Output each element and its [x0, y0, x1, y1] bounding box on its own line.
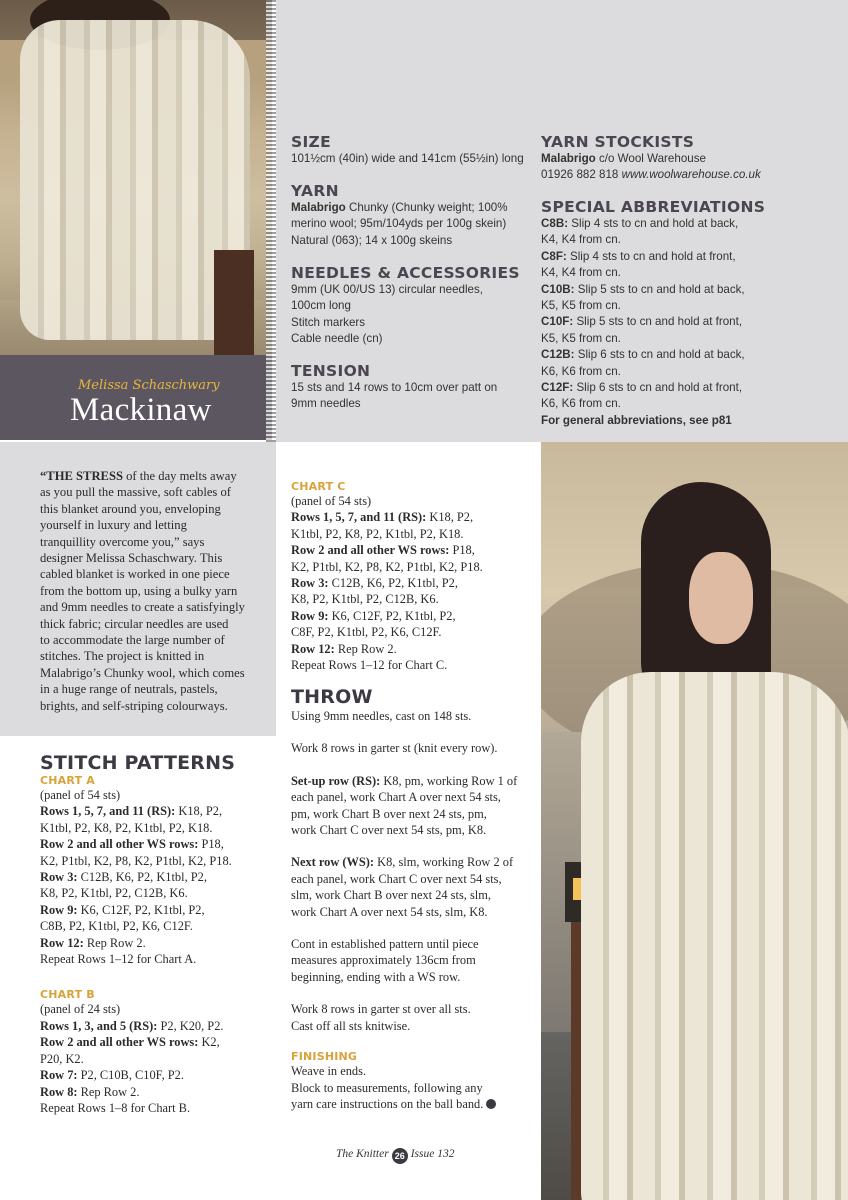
throw-heading: THROW — [291, 686, 373, 708]
stockists-heading: YARN STOCKISTS — [541, 133, 695, 151]
general-abbreviations-note: For general abbreviations, see p81 — [541, 413, 732, 427]
yarn-heading: YARN — [291, 182, 339, 200]
abbrev-c8b: C8B: Slip 4 sts to cn and hold at back, — [541, 217, 739, 230]
model-photo — [541, 442, 848, 1200]
abbreviations-heading: SPECIAL ABBREVIATIONS — [541, 198, 766, 216]
abbrev-c12f: C12F: Slip 6 sts to cn and hold at front, — [541, 381, 743, 395]
size-section — [291, 133, 536, 167]
intro-text: “THE STRESS of the day melts away as you pull the massive, soft cables of this blanket around you, enveloping yourself in luxury and letting tranquillity overcome you,” says designer Melissa Schaschwary. This cabled blanket is worked in one piece from the bottom up, using a bulky yarn and 9mm needles to create a satisfyingly thick fabric; circular needles are used to accommodate the large number of stitches. The project is knitted in Malabrigo’s Chunky wool, which comes in a huge range of neutrals, pastels, brights, and self-striping colourways. — [40, 469, 245, 713]
binding-decoration — [266, 0, 276, 460]
cast-on-text: Using 9mm needles, cast on 148 sts. — [291, 709, 472, 723]
chart-b-text: (panel of 24 sts) Rows 1, 3, and 5 (RS): P2, K20, P2. Row 2 and all other WS rows: K2, P20, K2. Row 7: P2, C10B, C10F, P2. Row 8: Rep Row 2. Repeat Rows 1–8 for Chart B. — [40, 1002, 224, 1115]
abbreviations-section: SPECIAL ABBREVIATIONS C8B: Slip 4 sts to cn and hold at back, K4, K4 from cn. C8F: Slip 4 sts to cn and hold at front, K4, K4 from cn. C10B: Slip 5 sts to cn and hold at back, K5, K5 from cn. C10F: Slip 5 sts to cn and hold at front, K5, K5 from cn. C12B: Slip 6 sts to cn and hold at back, K6, K6 from cn. C12F: Slip 6 sts to cn and hold at front, K6, K6 from cn. For general abbreviations, see p81 — [541, 198, 841, 429]
finishing-text: Weave in ends. Block to measurements, following any yarn care instructions on the ball band. — [291, 1063, 536, 1112]
stitch-patterns-heading: STITCH PATTERNS — [40, 752, 236, 774]
abbrev-c8f: C8F: Slip 4 sts to cn and hold at front, — [541, 249, 736, 263]
stitch-patterns-section — [40, 752, 272, 1116]
designer-name: Melissa Schaschwary — [78, 378, 220, 393]
magazine-name: The Knitter — [336, 1148, 389, 1160]
stockist-url[interactable]: www.woolwarehouse.co.uk — [621, 168, 761, 182]
chart-c-section — [291, 480, 536, 673]
garter-text: Work 8 rows in garter st (knit every row). — [291, 741, 498, 756]
page-footer — [336, 1148, 454, 1164]
chart-a-heading: CHART A — [40, 774, 96, 787]
throw-section: THROW Using 9mm needles, cast on 148 sts. Work 8 rows in garter st (knit every row). Set-up row (RS): K8, pm, working Row 1 of each panel, work Chart A over next 54 sts, pm, work Chart B over next 24 sts, pm, work Chart C over next 54 sts, pm, K8. Next row (WS): K8, slm, working Row 2 of each panel, work Chart C over next 54 sts, slm, work Chart B over next 24 sts, slm, work Chart A over next 54 sts, slm, K8. Cont in established pattern until piece measures approximately 136cm from beginning, ending with a WS row. Work 8 rows in garter st over all sts. Cast off all sts knitwise. FINISHING Weave in ends. Block to measurements, following any yarn care instructions on the ball band. — [291, 686, 536, 1112]
chart-c-text: (panel of 54 sts) Rows 1, 5, 7, and 11 (RS): K18, P2, K1tbl, P2, K8, P2, K1tbl, P2, K18. Row 2 and all other WS rows: P18, K2, P1tbl, K2, P8, K2, P1tbl, K2, P18. Row 3: C12B, K6, P2, K1tbl, P2, K8, P2, K1tbl, P2, C12B, K6. Row 9: K6, C12F, P2, K1tbl, P2, C8F, P2, K1tbl, P2, K6, C12F. Row 12: Rep Row 2. Repeat Rows 1–12 for Chart C. — [291, 494, 483, 673]
abbrev-c10b: C10B: Slip 5 sts to cn and hold at back, — [541, 282, 745, 296]
chart-a-text: (panel of 54 sts) Rows 1, 5, 7, and 11 (RS): K18, P2, K1tbl, P2, K8, P2, K1tbl, P2, K18. Row 2 and all other WS rows: P18, K2, P1tbl, K2, P8, K2, P1tbl, K2, P18. Row 3: C12B, K6, P2, K1tbl, P2, K8, P2, K1tbl, P2, C12B, K6. Row 9: K6, C12F, P2, K1tbl, P2, C8B, P2, K1tbl, P2, K6, C12F. Row 12: Rep Row 2. Repeat Rows 1–12 for Chart A. — [40, 788, 232, 967]
needles-section: NEEDLES & ACCESSORIES 9mm (UK 00/US 13) circular needles, 100cm long Stitch markers Cable needle (cn) — [291, 264, 536, 348]
stockists-section: YARN STOCKISTS Malabrigo c/o Wool Warehouse 01926 882 818 www.woolwarehouse.co.uk — [541, 133, 841, 184]
finishing-heading: FINISHING — [291, 1050, 358, 1064]
yarn-section: YARN Malabrigo Chunky (Chunky weight; 100% merino wool; 95m/104yds per 100g skein) Natural (063); 14 x 100g skeins — [291, 182, 536, 249]
size-text: 101½cm (40in) wide and 141cm (55½in) long — [291, 152, 524, 165]
size-heading: SIZE — [291, 133, 331, 151]
issue-number: Issue 132 — [410, 1148, 455, 1160]
tension-heading: TENSION — [291, 362, 371, 380]
yarn-text: Malabrigo Chunky (Chunky weight; 100% — [291, 201, 508, 214]
abbrev-c12b: C12B: Slip 6 sts to cn and hold at back, — [541, 348, 745, 362]
abbrev-c10f: C10F: Slip 5 sts to cn and hold at front, — [541, 315, 743, 329]
chart-c-heading: CHART C — [291, 480, 346, 493]
chart-b-heading: CHART B — [40, 988, 95, 1002]
pattern-title: Mackinaw — [70, 392, 212, 428]
needles-heading: NEEDLES & ACCESSORIES — [291, 264, 520, 282]
tension-section: TENSION 15 sts and 14 rows to 10cm over patt on 9mm needles — [291, 362, 536, 413]
page-number: 26 — [392, 1148, 408, 1164]
end-mark-icon — [486, 1099, 496, 1109]
